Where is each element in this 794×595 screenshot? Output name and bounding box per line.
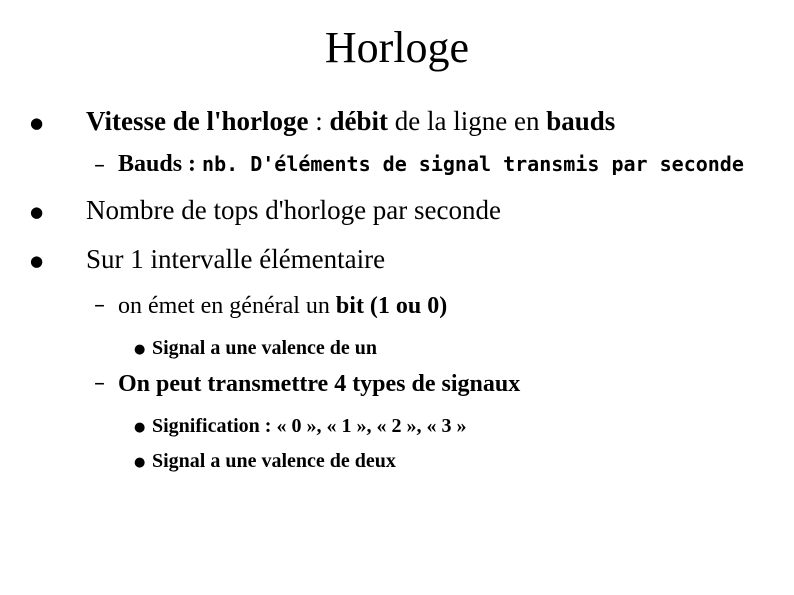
bullet-text: Sur 1 intervalle élémentaire [86, 244, 386, 274]
dash-icon: – [94, 293, 105, 318]
text-bit: bit (1 ou 0) [335, 293, 448, 319]
slide-title: Horloge [324, 23, 470, 72]
dash-icon: – [94, 371, 105, 396]
bullet-icon: ● [30, 114, 44, 132]
sub-item-text: On peut transmettre 4 types de signaux [118, 371, 521, 397]
text-bauds-definition: nb. D'éléments de signal transmis par seconde [202, 152, 744, 176]
text-colon: : [308, 106, 330, 136]
bullet-icon: ● [30, 252, 44, 270]
text-emit: on émet en général un [118, 293, 336, 319]
text-bauds: bauds [546, 106, 616, 136]
bullet-icon: ● [134, 420, 146, 435]
bullet-text: Nombre de tops d'horloge par seconde [86, 195, 501, 225]
sub-sub-item-text: Signal a une valence de un [152, 337, 378, 359]
bullet-icon: ● [134, 342, 146, 357]
dash-icon: – [94, 153, 105, 178]
sub-sub-item-text: Signal a une valence de deux [152, 450, 396, 472]
sub-item-text [118, 293, 447, 320]
bullet-icon: ● [134, 455, 146, 470]
bullet-text [86, 106, 615, 137]
sub-item-text [118, 151, 744, 178]
text-bauds-label: Bauds : [118, 151, 203, 177]
bullet-icon: ● [30, 203, 44, 221]
sub-sub-item-text: Signification : « 0 », « 1 », « 2 », « 3 » [152, 415, 467, 437]
text-debit: débit [329, 106, 388, 136]
text-line-in: de la ligne en [388, 106, 547, 136]
text-clock-speed: Vitesse de l'horloge [86, 106, 309, 136]
